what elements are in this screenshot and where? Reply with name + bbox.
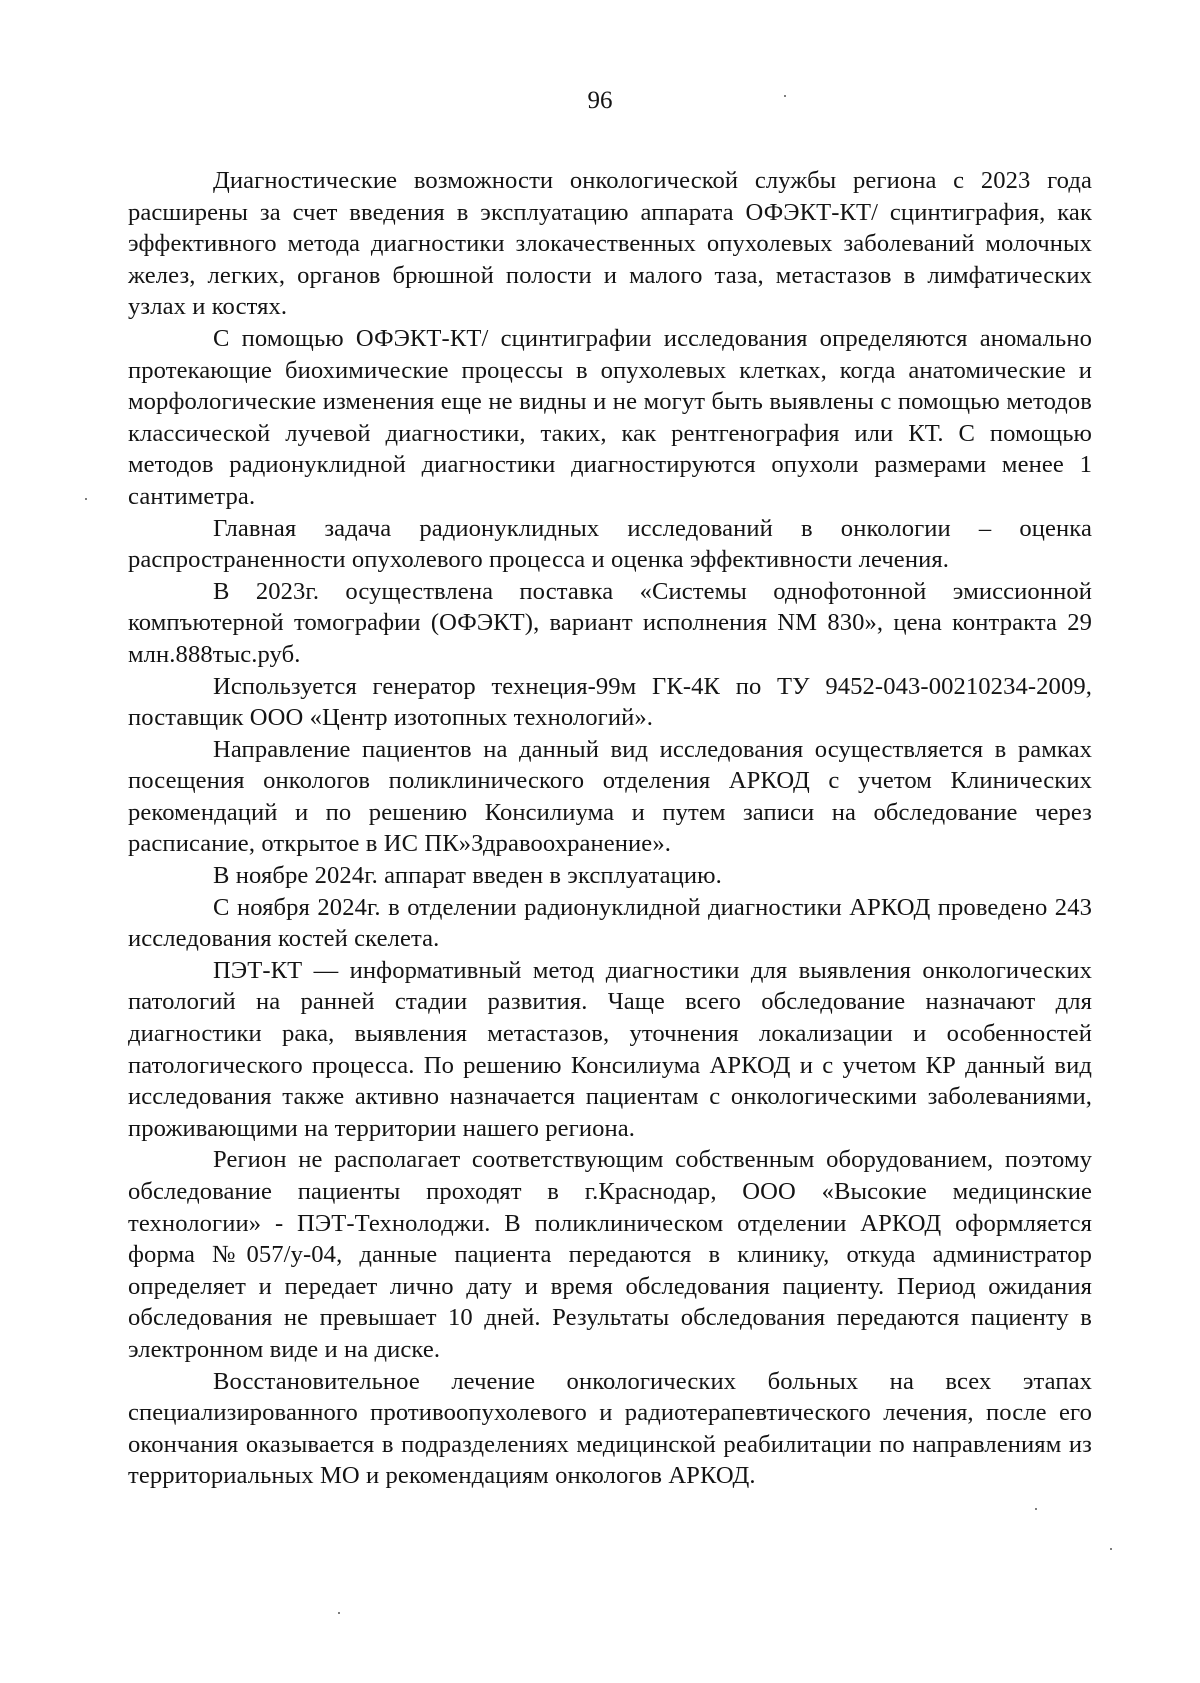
- paragraph-commissioning: В ноябре 2024г. аппарат введен в эксплуатацию.: [213, 862, 722, 890]
- scan-speck: [784, 95, 786, 97]
- scan-speck: [338, 1612, 340, 1614]
- paragraph-ofect-scintigraphy: С помощью ОФЭКТ-КТ/ сцинтиграфии исследования определяются аномально протекающие биохимические процессы в опухолевых клетках, когда анатомические и морфологические изменения еще не видны и не могут быть выявлены с помощью методов классической лучевой диагностики, таких, как рентгенография или КТ. С помощью методов радионуклидной диагностики диагностируются опухоли размерами менее 1 сантиметра.: [128, 324, 1092, 510]
- paragraph-pet-ct: ПЭТ-КТ — информативный метод диагностики для выявления онкологических патологий на ранней стадии развития. Чаще всего обследование назначают для диагностики рака, выявления метастазов, уточнения локализации и особенностей патологического процесса. По решению Консилиума АРКОД и с учетом КР данный вид исследования также активно назначается пациентам с онкологическими заболеваниями, проживающими на территории нашего региона.: [128, 956, 1092, 1142]
- paragraph-patient-referral: Направление пациентов на данный вид исследования осуществляется в рамках посещения онкологов поликлинического отделения АРКОД с учетом Клинических рекомендаций и по решению Консилиума и путем записи на обследование через расписание, открытое в ИС ПК»Здравоохранение».: [128, 735, 1092, 858]
- paragraph-studies-count: С ноября 2024г. в отделении радионуклидной диагностики АРКОД проведено 243 исследования костей скелета.: [128, 893, 1092, 953]
- paragraph-rehabilitation: Восстановительное лечение онкологических больных на всех этапах специализированного противоопухолевого и радиотерапевтического лечения, после его окончания оказывается в подразделениях медицинской реабилитации по направлениям из территориальных МО и рекомендациям онкологов АРКОД.: [128, 1367, 1092, 1490]
- scan-speck: [1035, 1508, 1037, 1510]
- paragraph-main-task: Главная задача радионуклидных исследований в онкологии – оценка распространенности опухолевого процесса и оценка эффективности лечения.: [128, 514, 1092, 574]
- paragraph-supply-2023: В 2023г. осуществлена поставка «Системы однофотонной эмиссионной компъютерной томографии (ОФЭКТ), вариант исполнения NM 830», цена контракта 29 млн.888тыс.руб.: [128, 577, 1092, 668]
- scan-speck: [1110, 1548, 1112, 1550]
- page-number: 96: [587, 87, 613, 114]
- paragraph-generator: Используется генератор технеция-99м ГК-4К по ТУ 9452-043-00210234-2009, поставщик ООО «Центр изотопных технологий».: [128, 672, 1092, 732]
- paragraph-krasnodar: Регион не располагает соответствующим собственным оборудованием, поэтому обследование пациенты проходят в г.Краснодар, ООО «Высокие медицинские технологии» - ПЭТ-Технолоджи. В поликлиническом отделении АРКОД оформляется форма №057/у-04, данные пациента передаются в клинику, откуда администратор определяет и передает лично дату и время обследования пациенту. Период ожидания обследования не превышает 10 дней. Результаты обследования передаются пациенту в электронном виде и на диске.: [128, 1146, 1092, 1363]
- body-text: [128, 165, 1092, 1492]
- paragraph-ofect-intro: Диагностические возможности онкологической службы региона с 2023 года расширены за счет введения в эксплуатацию аппарата ОФЭКТ-КТ/ сцинтиграфия, как эффективного метода диагностики злокачественных опухолевых заболеваний молочных желез, легких, органов брюшной полости и малого таза, метастазов в лимфатических узлах и костях.: [128, 167, 1092, 321]
- scan-speck: [85, 498, 87, 500]
